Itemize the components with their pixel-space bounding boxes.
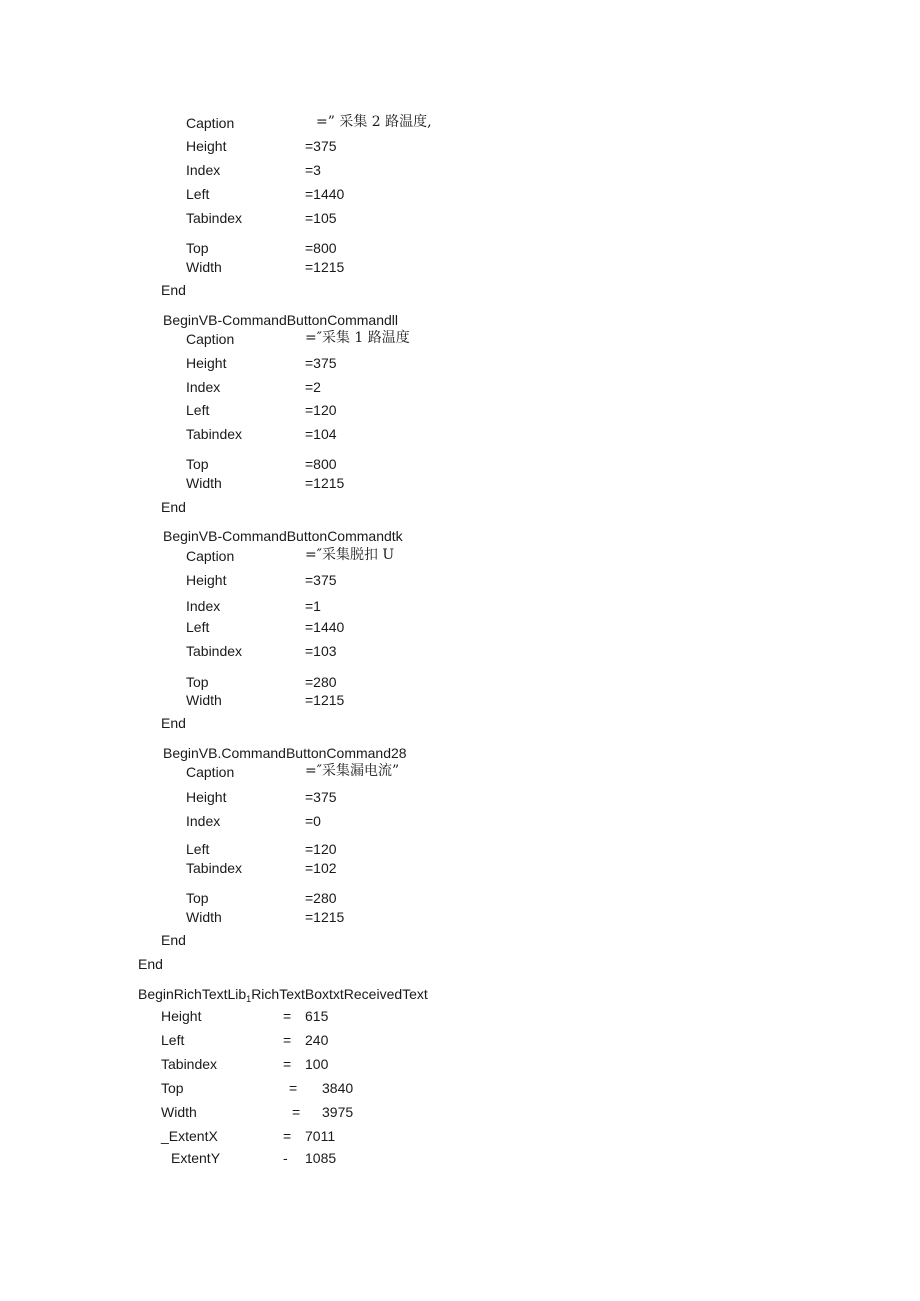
prop-key-tabindex: Tabindex — [186, 643, 243, 659]
prop-key-width: Width — [186, 692, 222, 708]
prop-value-caption: =″采集脱扣 U — [305, 547, 395, 563]
prop-value-extentx: 7011 — [305, 1128, 336, 1144]
prop-key-caption: Caption — [186, 764, 235, 780]
prop-key-top: Top — [186, 674, 209, 690]
prop-value-index: =2 — [305, 379, 321, 395]
prop-value-left: =1440 — [305, 186, 345, 202]
prop-value-height: 615 — [305, 1008, 329, 1024]
prop-value-top: =280 — [305, 674, 337, 690]
prop-value-left: =120 — [305, 402, 337, 418]
prop-value-tabindex: =102 — [305, 860, 337, 876]
prop-value-width: =1215 — [305, 909, 345, 925]
prop-key-tabindex: Tabindex — [186, 426, 243, 442]
prop-key-top: Top — [186, 240, 209, 256]
prop-key-left: Left — [186, 186, 210, 202]
prop-equals: = — [283, 1032, 292, 1048]
prop-key-caption: Caption — [186, 115, 235, 131]
prop-value-height: =375 — [305, 355, 337, 371]
prop-value-left: =120 — [305, 841, 337, 857]
prop-value-caption: =″采集漏电流” — [305, 763, 400, 779]
prop-key-extenty: ExtentY — [171, 1150, 221, 1166]
prop-value-top: =800 — [305, 240, 337, 256]
prop-value-height: =375 — [305, 789, 337, 805]
prop-key-tabindex: Tabindex — [186, 860, 243, 876]
begin-statement: BeginVB.CommandButtonCommand28 — [163, 745, 407, 761]
prop-equals: = — [292, 1104, 301, 1120]
prop-value-top: 3840 — [322, 1080, 354, 1096]
prop-key-height: Height — [186, 138, 227, 154]
prop-key-left: Left — [186, 841, 210, 857]
prop-key-tabindex: Tabindex — [186, 210, 243, 226]
prop-value-width: 3975 — [322, 1104, 354, 1120]
prop-key-index: Index — [186, 598, 221, 614]
prop-key-top: Top — [161, 1080, 184, 1096]
end-statement: End — [161, 715, 186, 731]
prop-key-top: Top — [186, 890, 209, 906]
prop-value-width: =1215 — [305, 692, 345, 708]
prop-value-tabindex: =104 — [305, 426, 337, 442]
prop-key-width: Width — [186, 259, 222, 275]
prop-key-height: Height — [161, 1008, 202, 1024]
prop-value-tabindex: 100 — [305, 1056, 329, 1072]
prop-key-width: Width — [186, 475, 222, 491]
prop-value-index: =1 — [305, 598, 321, 614]
prop-key-caption: Caption — [186, 331, 235, 347]
prop-value-height: =375 — [305, 138, 337, 154]
begin-statement: BeginVB-CommandButtonCommandtk — [163, 528, 403, 544]
prop-key-width: Width — [186, 909, 222, 925]
prop-key-extentx: _ExtentX — [161, 1128, 218, 1144]
prop-separator: - — [283, 1150, 288, 1166]
prop-value-height: =375 — [305, 572, 337, 588]
begin-suffix: RichTextBoxtxtReceivedText — [251, 986, 428, 1002]
prop-value-extenty: 1085 — [305, 1150, 337, 1166]
prop-key-index: Index — [186, 379, 221, 395]
prop-value-index: =3 — [305, 162, 321, 178]
begin-subscript: 1 — [246, 994, 252, 1004]
prop-value-index: =0 — [305, 813, 321, 829]
prop-key-height: Height — [186, 355, 227, 371]
prop-key-height: Height — [186, 789, 227, 805]
outer-end-statement: End — [138, 956, 163, 972]
end-statement: End — [161, 932, 186, 948]
prop-key-index: Index — [186, 162, 221, 178]
prop-value-width: =1215 — [305, 475, 345, 491]
prop-key-caption: Caption — [186, 548, 235, 564]
end-statement: End — [161, 499, 186, 515]
richtext-begin-statement — [138, 987, 428, 1004]
prop-value-caption: =” 采集 2 路温度, — [316, 114, 432, 130]
prop-value-width: =1215 — [305, 259, 345, 275]
prop-key-index: Index — [186, 813, 221, 829]
begin-statement: BeginVB-CommandButtonCommandll — [163, 312, 398, 328]
prop-key-height: Height — [186, 572, 227, 588]
prop-equals: = — [283, 1008, 292, 1024]
prop-value-tabindex: =105 — [305, 210, 337, 226]
prop-key-width: Width — [161, 1104, 197, 1120]
prop-key-top: Top — [186, 456, 209, 472]
prop-value-tabindex: =103 — [305, 643, 337, 659]
end-statement: End — [161, 282, 186, 298]
prop-equals: = — [283, 1056, 292, 1072]
prop-key-left: Left — [186, 619, 210, 635]
prop-key-left: Left — [186, 402, 210, 418]
prop-equals: = — [283, 1128, 292, 1144]
prop-value-left: 240 — [305, 1032, 329, 1048]
prop-equals: = — [289, 1080, 298, 1096]
prop-value-top: =280 — [305, 890, 337, 906]
prop-value-caption: =″采集 1 路温度 — [305, 330, 410, 346]
prop-key-left: Left — [161, 1032, 185, 1048]
begin-prefix: BeginRichTextLib — [138, 986, 247, 1002]
prop-value-left: =1440 — [305, 619, 345, 635]
prop-key-tabindex: Tabindex — [161, 1056, 218, 1072]
prop-value-top: =800 — [305, 456, 337, 472]
